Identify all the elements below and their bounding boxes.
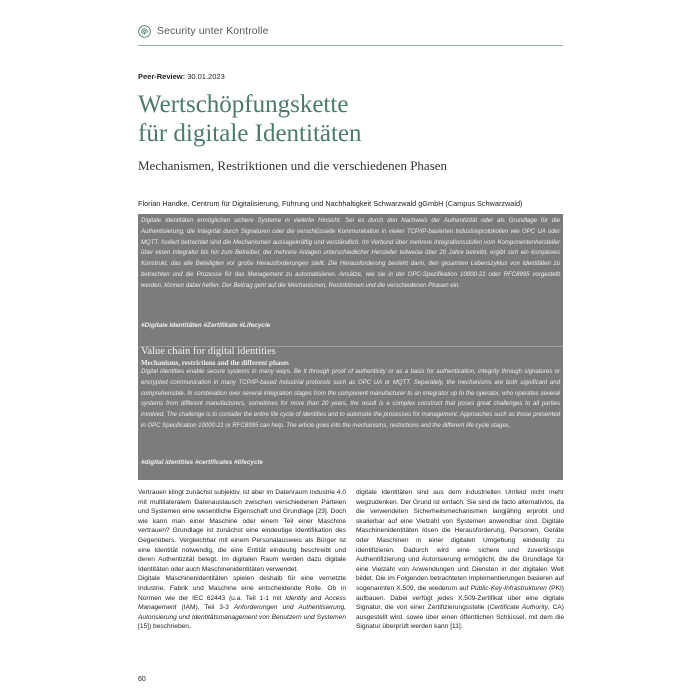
paragraph: Vertrauen klingt zunächst subjektiv, ist aber im Datenraum Industrie 4.0 mit multilateralem Datenaustausch zwischen verschiedenen Parteien und Systemen eine wesentliche Eigenschaft und Grundlage [23]. Doch wie kann man einer Maschine oder einem Teil einer Maschine vertrauen? Grundlage ist zunächst eine eindeutige Identifikation des Gegenübers. Vergleichbar mit einem Personalausweis als Bürger ist eine Identität notwendig, die eine Entität eindeutig beschreibt und deren Authentizität belegt. Im digitalen Raum werden dazu digitale Identitäten oder auch Maschinenidentitäten verwendet.: [138, 489, 346, 573]
peer-review-date: 30.01.2023: [187, 72, 225, 81]
title-line-2: für digitale Identitäten: [138, 120, 362, 147]
article-title: [138, 90, 563, 148]
english-title: Value chain for digital identities: [141, 346, 276, 357]
section-title: Security unter Kontrolle: [157, 25, 269, 37]
peer-review-line: [138, 72, 225, 81]
keywords-german: #Digitale Identitäten #Zertifikate #Lifecycle: [141, 322, 271, 329]
running-header: [138, 20, 563, 42]
english-subtitle: Mechanisms, restrictions and the different phases: [141, 359, 289, 367]
abstract-english: Digital identities enable secure systems in many ways. Be it through proof of authenticity or as a basis for authentication, integrity through signatures or encrypted communication in many TCP/IP-based industrial protocols such as OPC UA or MQTT. Separately, the mechanisms are both significant and comprehensible. In combination over several integration stages from the component manufacturer to an integrator up to the operator, who operates several systems from different manufacturers, sometimes for more than 20 years, the result is a complex construct that poses great challenges to all parties involved. The challenge is to consider the entire life cycle of identities and to automate the processes for management. Approaches such as those presented in OPC Specification 10000-21 or RFC8995 can help. The article goes into the mechanisms, restrictions and the different life cycle stages.: [141, 369, 560, 429]
author-line: Florian Handke, Centrum für Digitalisierung, Führung und Nachhaltigkeit Schwarzwald gGmbH (Campus Schwarzwald): [138, 199, 523, 208]
paragraph: Digitale Maschinenidentitäten spielen deshalb für eine vernetzte Industrie, Fabrik und Maschine eine entscheidende Rolle. Ob in Normen wie der IEC 62443 (u.a. Teil 1-1 mit Identity and Access Management (IAM), Teil 3-3 Anforderungen und Authentisierung, Autorisierung und Identitätsmanagement von Benutzern und Systemen [15]) beschrieben,: [138, 575, 346, 631]
header-divider: [138, 45, 563, 46]
peer-review-label: Peer-Review:: [138, 72, 186, 81]
body-column-right: [356, 488, 564, 632]
keywords-english: #digital identities #certificates #lifecycle: [141, 459, 263, 466]
page-number: 60: [138, 676, 146, 683]
paragraph: digitale Identitäten sind aus dem industriellen Umfeld nicht mehr wegzudenken. Der Grund ist einfach: Sie sind de facto alternativlos, da die verwendeten Sicherheitsmechanismen langjährig erprobt und skalierbar auf eine Vielzahl von Systemen anwendbar sind. Digitale Maschinenidentitäten lösen die Herausforderung, Personen, Geräte oder Maschinen in einer digitalen Umgebung eindeutig zu identifizieren. Dadurch wird eine sichere und zuverlässige Authentifizierung und Autorisierung ermöglicht, die die Grundlage für eine Vielzahl von Anwendungen und Diensten in der digitalen Welt bildet. Die im Folgenden betrachteten Implementierungen basieren auf sogenannten X.509, die wiederum auf Public-Key-Infrastrukturen (PKI) aufbauen. Dabei verfügt jedes X.509-Zertifikat über eine digitale Signatur, die von einer Zertifizierungsstelle (Certificate Authority, CA) ausgestellt wird, sowie über einen öffentlichen Schlüssel, mit dem die Signatur überprüft werden kann [11].: [356, 489, 564, 631]
article-subtitle: Mechanismen, Restriktionen und die verschiedenen Phasen: [138, 158, 448, 173]
fingerprint-icon: [138, 25, 151, 38]
abstract-german: Digitale Identitäten ermöglichen sichere Systeme in vielerlei Hinsicht. Sei es durch den Nachweis der Authentizität oder als Grundlage für die Authentisierung, die Integrität durch Signaturen oder die verschlüsselte Kommunikation in vielen TCP/IP-basierten Industrieprotokollen wie OPC UA oder MQTT. Isoliert betrachtet sind die Mechanismen aussagekräftig und verständlich. Im Verbund über mehrere Integrationsstufen vom Komponentenhersteller über einen Integrator bis hin zum Betreiber, der mehrere Anlagen unterschiedlicher Hersteller teilweise über 20 Jahre betreibt, ergibt sich ein komplexes Konstrukt, das alle Beteiligten vor große Herausforderungen stellt. Die Herausforderung besteht darin, den gesamten Lebenszyklus von Identitäten zu betrachten und die Prozesse für das Management zu automatisieren. Ansätze, wie sie in der OPC-Spezifikation 10000-21 oder RFC8995 vorgestellt werden, können dabei helfen. Der Beitrag geht auf die Mechanismen, Restriktionen und die verschiedenen Phasen ein.: [141, 218, 560, 289]
title-line-1: Wertschöpfungskette: [138, 91, 349, 118]
body-column-left: [138, 488, 346, 632]
